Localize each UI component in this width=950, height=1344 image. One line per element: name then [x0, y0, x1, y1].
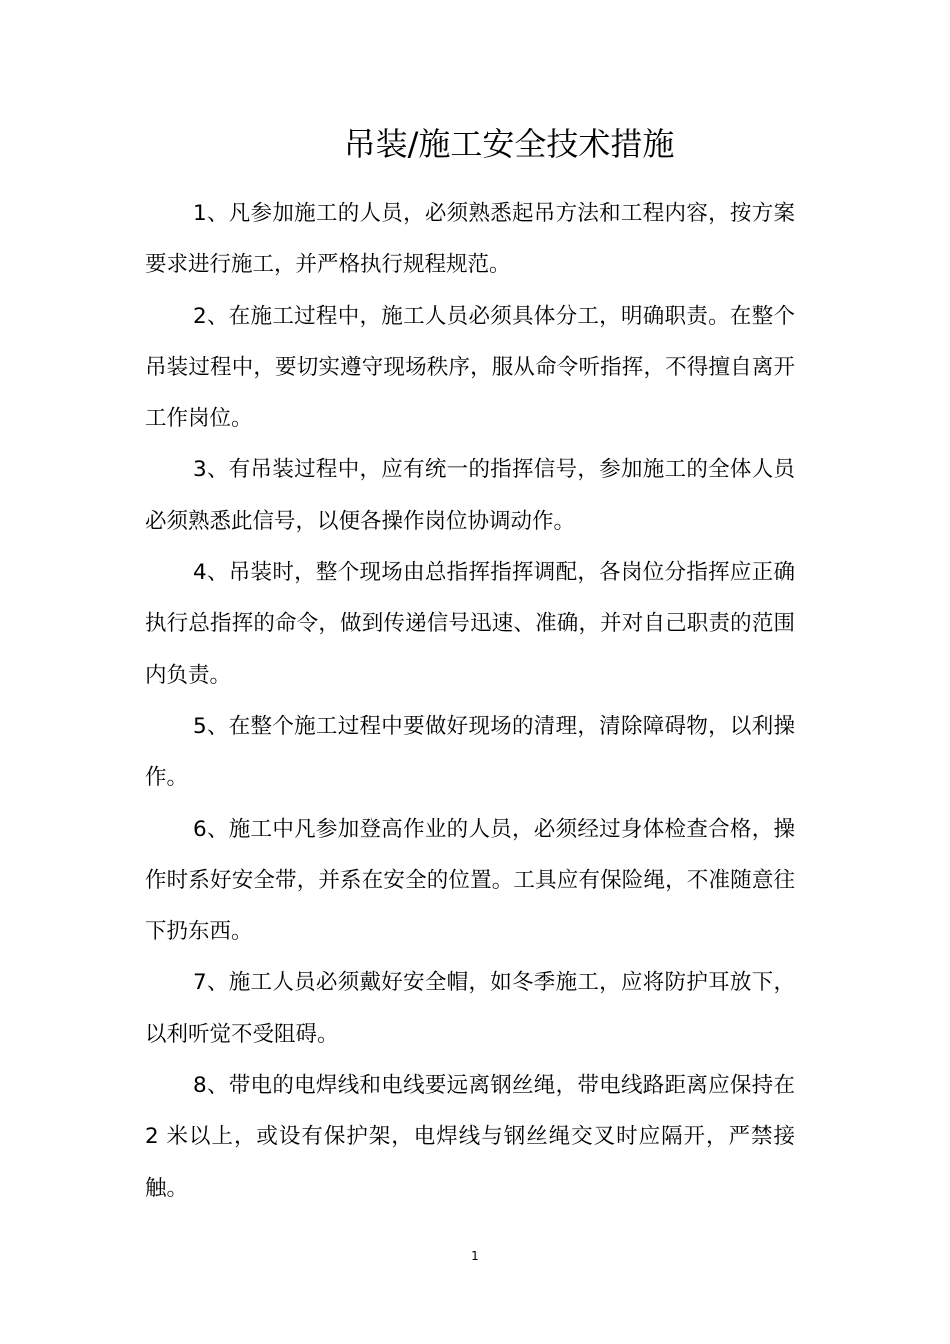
paragraph-text: 施工人员必须戴好安全帽，如冬季施工，应将防护耳放下，以利听觉不受阻碍。: [145, 970, 795, 1047]
paragraph-text: 在整个施工过程中要做好现场的清理，清除障碍物，以利操作。: [145, 713, 795, 791]
paragraph-1: [145, 188, 795, 291]
paragraph-number: 5、: [193, 713, 229, 739]
paragraph-2: [145, 291, 795, 445]
page-title: 吊装/施工安全技术措施: [343, 125, 675, 163]
paragraph-7: [145, 957, 795, 1060]
paragraph-text: 带电的电焊线和电线要远离钢丝绳，带电线路距离应保持在 2 米以上，或设有保护架，电焊线与钢丝绳交叉时应隔开，严禁接触。: [145, 1073, 795, 1201]
paragraph-5: [145, 701, 795, 804]
paragraph-text: 施工中凡参加登高作业的人员，必须经过身体检查合格，操作时系好安全带，并系在安全的位置。工具应有保险绳，不准随意往下扔东西。: [145, 816, 795, 945]
page-number: 1: [471, 1249, 479, 1263]
paragraph-4: [145, 547, 795, 701]
document-body: [145, 188, 795, 1214]
paragraph-text: 有吊装过程中，应有统一的指挥信号，参加施工的全体人员必须熟悉此信号，以便各操作岗位协调动作。: [145, 457, 795, 534]
paragraph-number: 7、: [193, 970, 229, 996]
paragraph-number: 8、: [193, 1073, 229, 1099]
paragraph-text: 凡参加施工的人员，必须熟悉起吊方法和工程内容，按方案要求进行施工，并严格执行规程规范。: [145, 201, 795, 278]
paragraph-text: 在施工过程中，施工人员必须具体分工，明确职责。在整个吊装过程中，要切实遵守现场秩序，服从命令听指挥，不得擅自离开工作岗位。: [145, 303, 795, 432]
paragraph-number: 1、: [193, 201, 229, 226]
paragraph-number: 3、: [193, 457, 229, 483]
paragraph-6: [145, 804, 795, 958]
paragraph-3: [145, 444, 795, 547]
paragraph-number: 4、: [193, 560, 229, 586]
paragraph-text: 吊装时，整个现场由总指挥指挥调配，各岗位分指挥应正确执行总指挥的命令，做到传递信号迅速、准确，并对自己职责的范围内负责。: [145, 560, 795, 688]
paragraph-number: 6、: [193, 816, 229, 842]
paragraph-8: [145, 1060, 795, 1214]
paragraph-number: 2、: [193, 303, 229, 329]
